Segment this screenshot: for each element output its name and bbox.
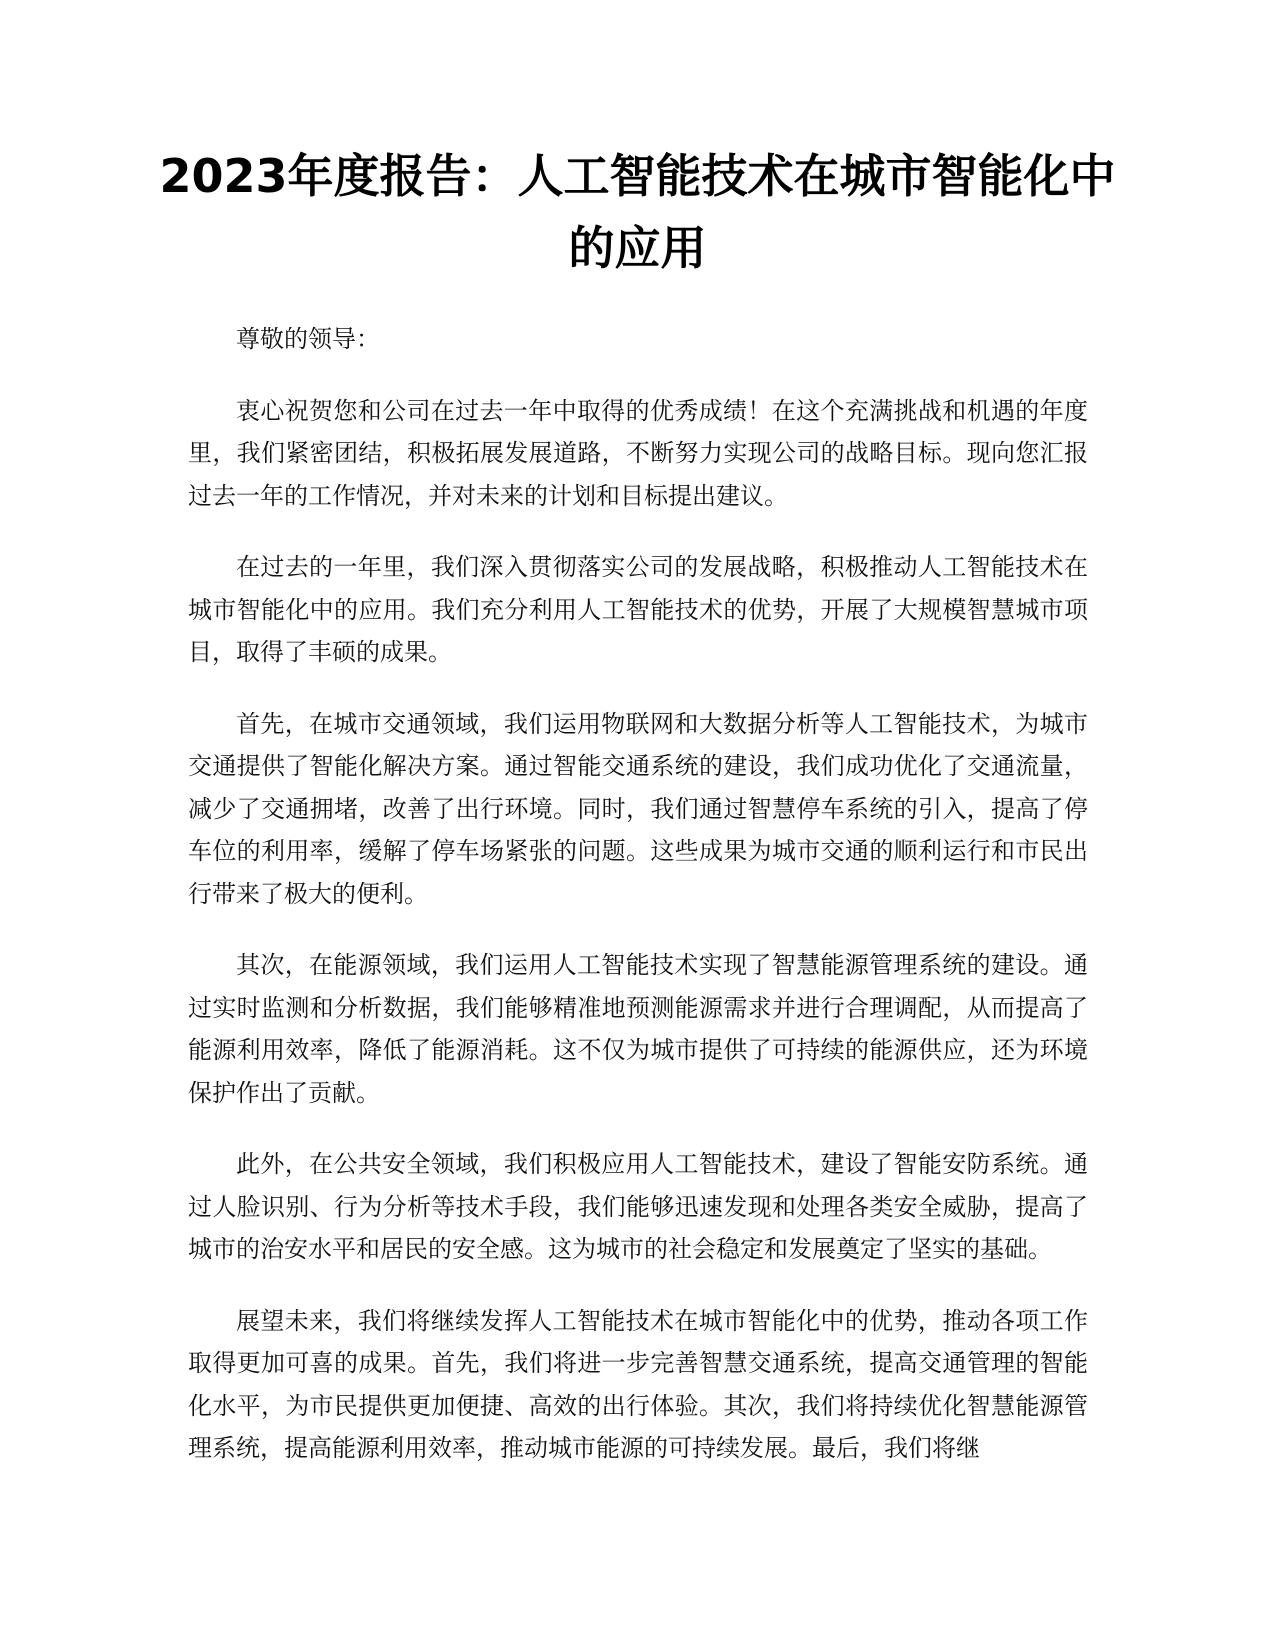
paragraph-energy: 其次，在能源领域，我们运用人工智能技术实现了智慧能源管理系统的建设。通过实时监测和分析数据，我们能够精准地预测能源需求并进行合理调配，从而提高了能源利用效率，降低了能源消耗。这不仅为城市提供了可持续的能源供应，还为环境保护作出了贡献。 — [188, 951, 1088, 1107]
paragraph-outlook: 展望未来，我们将继续发挥人工智能技术在城市智能化中的优势，推动各项工作取得更加可喜的成果。首先，我们将进一步完善智慧交通系统，提高交通管理的智能化水平，为市民提供更加便捷、高效的出行体验。其次，我们将持续优化智慧能源管理系统，提高能源利用效率，推动城市能源的可持续发展。最后，我们将继 — [188, 1306, 1088, 1462]
paragraph-public-safety: 此外，在公共安全领域，我们积极应用人工智能技术，建设了智能安防系统。通过人脸识别、行为分析等技术手段，我们能够迅速发现和处理各类安全威胁，提高了城市的治安水平和居民的安全感。这为城市的社会稳定和发展奠定了坚实的基础。 — [188, 1150, 1088, 1263]
document-body — [188, 318, 1088, 1499]
paragraph-strategy: 在过去的一年里，我们深入贯彻落实公司的发展战略，积极推动人工智能技术在城市智能化中的应用。我们充分利用人工智能技术的优势，开展了大规模智慧城市项目，取得了丰硕的成果。 — [188, 553, 1088, 666]
paragraph-traffic: 首先，在城市交通领域，我们运用物联网和大数据分析等人工智能技术，为城市交通提供了智能化解决方案。通过智能交通系统的建设，我们成功优化了交通流量，减少了交通拥堵，改善了出行环境。同时，我们通过智慧停车系统的引入，提高了停车位的利用率，缓解了停车场紧张的问题。这些成果为城市交通的顺利运行和市民出行带来了极大的便利。 — [188, 709, 1088, 908]
document-title: 2023年度报告：人工智能技术在城市智能化中的应用 — [159, 149, 1116, 275]
paragraph-congratulations: 衷心祝贺您和公司在过去一年中取得的优秀成绩！在这个充满挑战和机遇的年度里，我们紧密团结，积极拓展发展道路，不断努力实现公司的战略目标。现向您汇报过去一年的工作情况，并对未来的计划和目标提出建议。 — [188, 396, 1088, 510]
salutation: 尊敬的领导： — [236, 325, 380, 353]
